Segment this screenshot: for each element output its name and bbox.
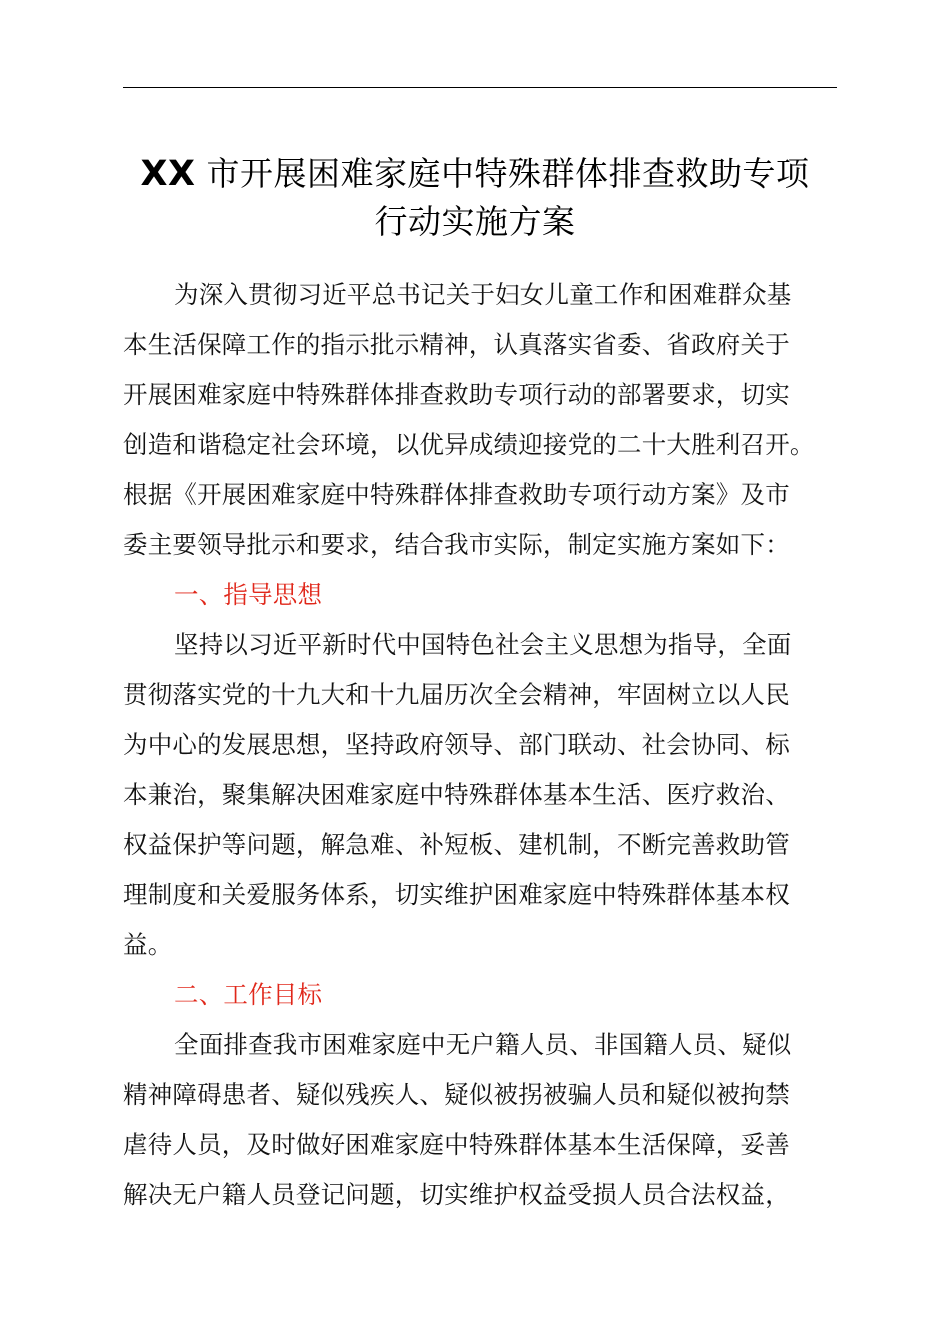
body-text-line: 本兼治，聚集解决困难家庭中特殊群体基本生活、医疗救治、 <box>123 780 790 809</box>
body-text-line: 本生活保障工作的指示批示精神，认真落实省委、省政府关于 <box>123 330 790 359</box>
body-text-line: 虐待人员，及时做好困难家庭中特殊群体基本生活保障，妥善 <box>123 1130 790 1159</box>
title-line-2: 行动实施方案 <box>374 202 576 241</box>
document-body <box>123 270 843 1220</box>
document-title <box>100 150 850 246</box>
body-text-line: 开展困难家庭中特殊群体排查救助专项行动的部署要求，切实 <box>123 380 790 409</box>
body-text-line: 创造和谐稳定社会环境，以优异成绩迎接党的二十大胜利召开。 <box>123 430 815 459</box>
body-text-line: 坚持以习近平新时代中国特色社会主义思想为指导，全面 <box>174 630 792 659</box>
title-line-1 <box>100 150 850 198</box>
body-text-line: 解决无户籍人员登记问题，切实维护权益受损人员合法权益， <box>123 1180 790 1209</box>
body-text-line: 贯彻落实党的十九大和十九届历次全会精神，牢固树立以人民 <box>123 680 790 709</box>
body-text-line: 精神障碍患者、疑似残疾人、疑似被拐被骗人员和疑似被拘禁 <box>123 1080 790 1109</box>
body-text-line: 根据《开展困难家庭中特殊群体排查救助专项行动方案》及市 <box>123 480 790 509</box>
body-text-line: 益。 <box>123 930 173 959</box>
title-prefix: XX <box>140 154 196 194</box>
title-line-1-text: 市开展困难家庭中特殊群体排查救助专项 <box>206 154 810 193</box>
body-text-line: 权益保护等问题，解急难、补短板、建机制，不断完善救助管 <box>123 830 790 859</box>
section-heading: 一、指导思想 <box>174 580 323 609</box>
section-heading: 二、工作目标 <box>174 980 323 1009</box>
body-text-line: 为深入贯彻习近平总书记关于妇女儿童工作和困难群众基 <box>174 280 792 309</box>
body-text-line: 理制度和关爱服务体系，切实维护困难家庭中特殊群体基本权 <box>123 880 790 909</box>
body-text-line: 委主要领导批示和要求，结合我市实际，制定实施方案如下： <box>123 530 790 559</box>
body-text-line: 全面排查我市困难家庭中无户籍人员、非国籍人员、疑似 <box>174 1030 792 1059</box>
header-rule <box>123 87 837 88</box>
body-text-line: 为中心的发展思想，坚持政府领导、部门联动、社会协同、标 <box>123 730 790 759</box>
